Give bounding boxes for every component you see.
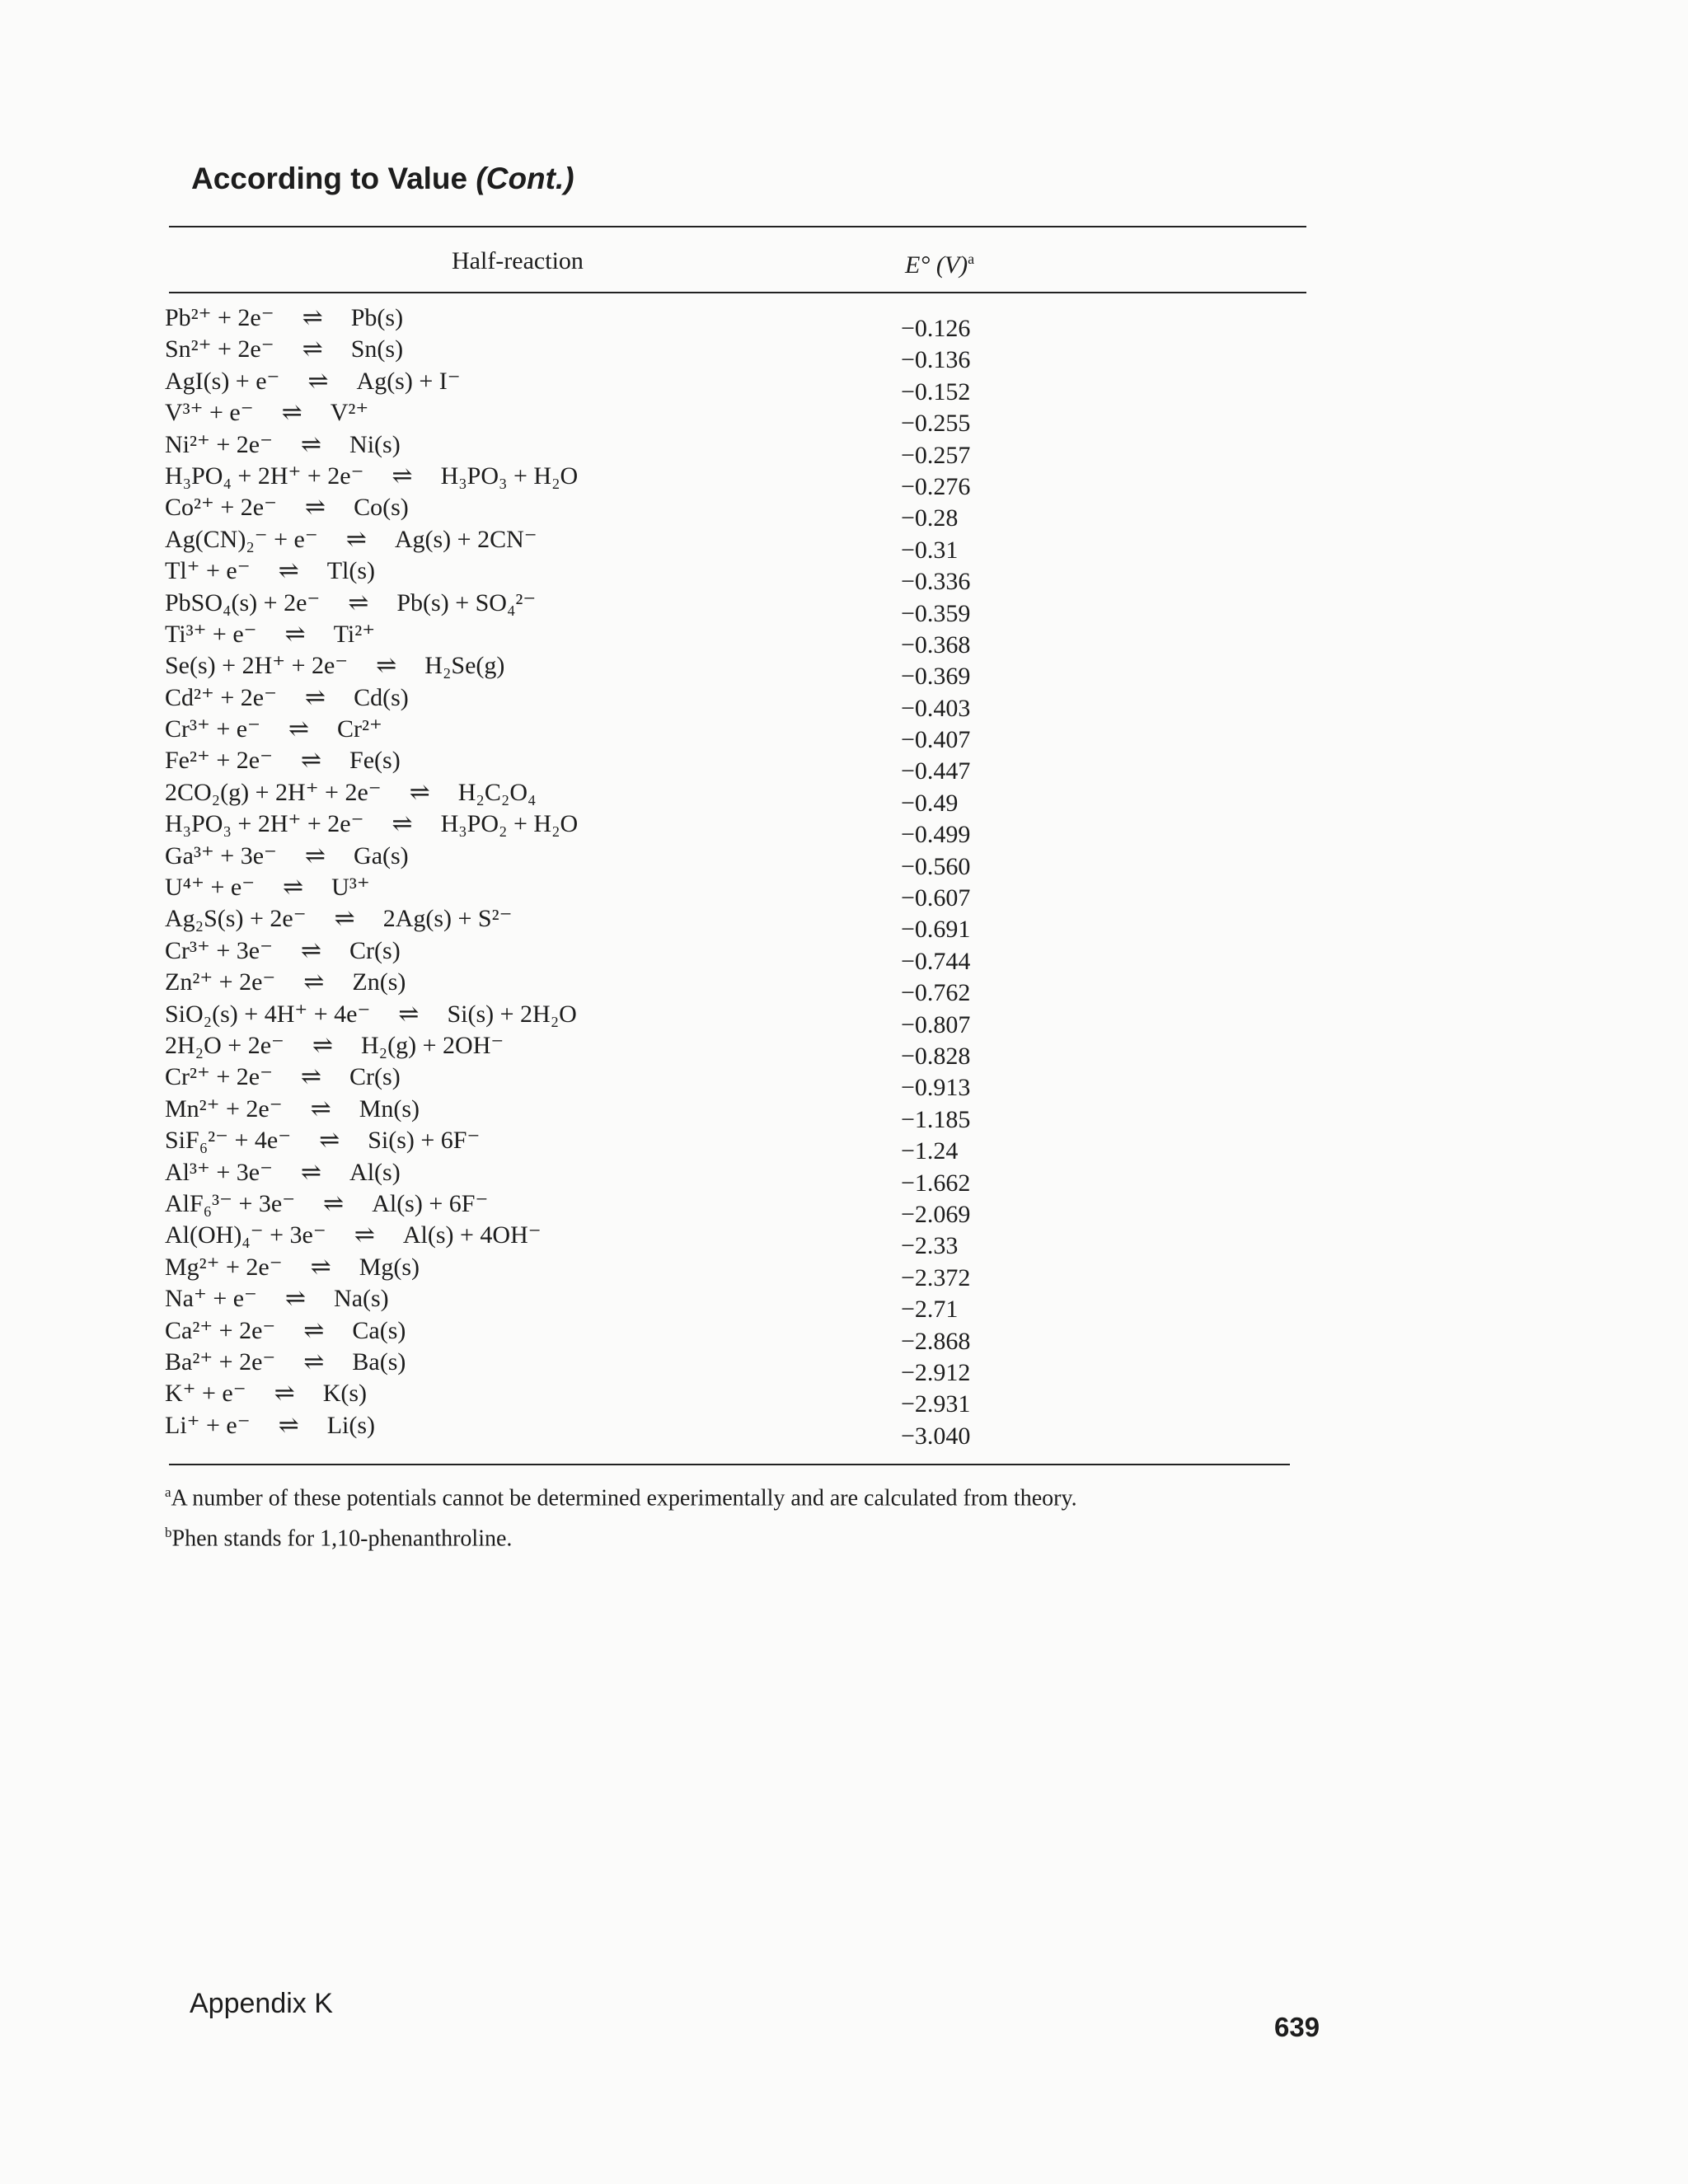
reaction-products: Ba(s)	[352, 1347, 406, 1376]
reaction-products: H₂Se(g)	[424, 652, 505, 680]
table-row	[165, 1062, 578, 1093]
potential-value: −0.560	[901, 852, 971, 880]
equilibrium-arrow-icon: ⇌	[304, 841, 326, 869]
equilibrium-arrow-icon: ⇌	[281, 399, 302, 427]
potential-value: −0.407	[901, 726, 971, 754]
potential-value: −1.185	[901, 1105, 971, 1133]
equilibrium-arrow-icon: ⇌	[354, 1221, 375, 1249]
potential-value: −0.336	[901, 568, 971, 596]
reaction-reactants: Cr³⁺ + e⁻	[165, 715, 260, 743]
potential-value: −0.136	[901, 346, 971, 374]
table-header-rule	[169, 292, 1306, 293]
table-row	[165, 1252, 578, 1283]
footnote-a-mark: a	[165, 1484, 171, 1500]
equilibrium-arrow-icon: ⇌	[304, 683, 326, 711]
table-row	[165, 1188, 578, 1220]
equilibrium-arrow-icon: ⇌	[300, 1158, 322, 1186]
reaction-reactants: Tl⁺ + e⁻	[165, 557, 251, 585]
table-row	[165, 841, 578, 872]
reaction-products: H₂(g) + 2OH⁻	[361, 1031, 504, 1059]
reaction-products: Mg(s)	[359, 1253, 420, 1281]
potential-value: −1.662	[901, 1169, 971, 1197]
table-row	[165, 650, 578, 682]
reaction-products: H₃PO₂ + H₂O	[440, 810, 579, 838]
equilibrium-arrow-icon: ⇌	[409, 778, 430, 806]
reaction-reactants: Ba²⁺ + 2e⁻	[165, 1347, 276, 1376]
table-top-rule	[169, 226, 1306, 227]
equilibrium-arrow-icon: ⇌	[300, 1063, 322, 1091]
potential-value: −0.257	[901, 441, 971, 469]
reaction-reactants: Na⁺ + e⁻	[165, 1285, 257, 1313]
equilibrium-arrow-icon: ⇌	[284, 1285, 307, 1313]
reaction-products: 2Ag(s) + S²⁻	[382, 905, 513, 933]
reaction-reactants: V³⁺ + e⁻	[165, 399, 254, 427]
reaction-products: K(s)	[322, 1380, 368, 1408]
reaction-reactants: Se(s) + 2H⁺ + 2e⁻	[165, 652, 349, 680]
reaction-reactants: Ni²⁺ + 2e⁻	[165, 430, 273, 458]
reaction-reactants: Ag₂S(s) + 2e⁻	[165, 905, 307, 933]
reaction-products: Al(s)	[349, 1158, 401, 1186]
equilibrium-arrow-icon: ⇌	[376, 652, 397, 680]
reaction-reactants: Li⁺ + e⁻	[165, 1411, 251, 1439]
reaction-reactants: AgI(s) + e⁻	[165, 367, 280, 395]
reaction-products: Ti²⁺	[333, 620, 376, 648]
reaction-reactants: Sn²⁺ + 2e⁻	[165, 335, 274, 363]
reaction-reactants: H₃PO₄ + 2H⁺ + 2e⁻	[165, 462, 364, 490]
equilibrium-arrow-icon: ⇌	[288, 715, 310, 743]
reaction-products: Sn(s)	[350, 335, 404, 363]
potential-value: −0.359	[901, 599, 971, 627]
reaction-products: Ag(s) + 2CN⁻	[394, 525, 537, 553]
reaction-reactants: 2CO₂(g) + 2H⁺ + 2e⁻	[165, 778, 382, 806]
reaction-products: V²⁺	[330, 399, 369, 427]
table-row	[165, 1220, 578, 1251]
reaction-reactants: K⁺ + e⁻	[165, 1380, 246, 1408]
table-row	[165, 682, 578, 714]
reaction-reactants: Ag(CN)₂⁻ + e⁻	[165, 525, 318, 553]
reaction-reactants: Cr³⁺ + 3e⁻	[165, 936, 273, 964]
reaction-products: Pb(s) + SO₄²⁻	[396, 588, 537, 616]
reaction-products: Ga(s)	[354, 841, 409, 869]
potential-value: −1.24	[901, 1137, 959, 1165]
table-row	[165, 524, 578, 555]
table-row	[165, 999, 578, 1030]
table-row	[165, 1157, 578, 1188]
table-row	[165, 872, 578, 903]
reaction-reactants: Pb²⁺ + 2e⁻	[165, 304, 274, 331]
equilibrium-arrow-icon: ⇌	[323, 1189, 345, 1217]
equilibrium-arrow-icon: ⇌	[303, 1316, 325, 1344]
reaction-products: Pb(s)	[350, 304, 404, 331]
potential-value: −0.762	[901, 979, 971, 1007]
potential-value: −0.403	[901, 694, 971, 722]
potential-value: −0.31	[901, 536, 959, 564]
equilibrium-arrow-icon: ⇌	[302, 335, 323, 363]
reaction-products: Mn(s)	[359, 1094, 420, 1122]
potential-value: −2.912	[901, 1358, 971, 1386]
reaction-reactants: Co²⁺ + 2e⁻	[165, 494, 277, 522]
table-row	[165, 1094, 578, 1125]
potential-column	[901, 313, 970, 1452]
reaction-reactants: SiF₆²⁻ + 4e⁻	[165, 1127, 292, 1155]
page-title-cont: (Cont.)	[476, 162, 574, 195]
reaction-reactants: AlF₆³⁻ + 3e⁻	[165, 1189, 296, 1217]
equilibrium-arrow-icon: ⇌	[278, 1411, 299, 1439]
equilibrium-arrow-icon: ⇌	[348, 588, 369, 616]
table-row	[165, 461, 578, 492]
reaction-reactants: Fe²⁺ + 2e⁻	[165, 747, 273, 775]
reaction-products: Cr²⁺	[337, 715, 382, 743]
page-title-text: According to Value	[191, 162, 476, 195]
reaction-products: Co(s)	[354, 494, 409, 522]
table-row	[165, 745, 578, 776]
table-row	[165, 1030, 578, 1062]
table-row	[165, 492, 578, 523]
column-header-half-reaction: Half-reaction	[452, 247, 584, 274]
potential-value: −0.807	[901, 1010, 971, 1038]
reaction-products: Ca(s)	[352, 1316, 406, 1344]
equilibrium-arrow-icon: ⇌	[302, 304, 323, 331]
reaction-products: H₂C₂O₄	[457, 778, 537, 806]
reaction-products: Tl(s)	[326, 557, 376, 585]
equilibrium-arrow-icon: ⇌	[284, 620, 306, 648]
table-row	[165, 1347, 578, 1378]
reaction-products: H₃PO₃ + H₂O	[440, 462, 579, 490]
reaction-products: Ag(s) + I⁻	[356, 367, 461, 395]
reaction-products: Cr(s)	[349, 1063, 401, 1091]
potential-value: −2.069	[901, 1200, 971, 1228]
equilibrium-arrow-icon: ⇌	[334, 905, 355, 933]
equilibrium-arrow-icon: ⇌	[278, 557, 299, 585]
potential-value: −2.372	[901, 1263, 971, 1291]
table-row	[165, 1315, 578, 1347]
equilibrium-arrow-icon: ⇌	[300, 430, 322, 458]
equilibrium-arrow-icon: ⇌	[303, 1347, 325, 1376]
reaction-products: Na(s)	[334, 1285, 389, 1313]
reaction-products: Zn(s)	[352, 968, 406, 996]
equilibrium-arrow-icon: ⇌	[310, 1253, 331, 1281]
equilibrium-arrow-icon: ⇌	[300, 936, 322, 964]
potential-value: −0.126	[901, 315, 971, 342]
table-row	[165, 619, 578, 650]
reaction-reactants: Cd²⁺ + 2e⁻	[165, 683, 277, 711]
table-row	[165, 714, 578, 745]
table-row	[165, 1378, 578, 1409]
potential-value: −0.691	[901, 916, 971, 944]
footnotes	[165, 1475, 1077, 1557]
table-row	[165, 967, 578, 998]
page-title	[191, 162, 574, 196]
equilibrium-arrow-icon: ⇌	[274, 1380, 295, 1408]
footnote-b-mark: b	[165, 1525, 172, 1541]
reaction-reactants: SiO₂(s) + 4H⁺ + 4e⁻	[165, 1000, 371, 1028]
potential-footnote-mark: a	[968, 251, 975, 267]
potential-value: −0.744	[901, 947, 971, 975]
reaction-products: Al(s) + 4OH⁻	[402, 1221, 542, 1249]
potential-value: −0.447	[901, 757, 971, 785]
potential-value: −0.607	[901, 884, 971, 912]
equilibrium-arrow-icon: ⇌	[319, 1127, 340, 1155]
potential-value: −0.28	[901, 504, 959, 532]
potential-value: −0.913	[901, 1074, 971, 1102]
equilibrium-arrow-icon: ⇌	[307, 367, 329, 395]
half-reaction-column	[165, 302, 578, 1441]
reaction-reactants: Ga³⁺ + 3e⁻	[165, 841, 277, 869]
reaction-reactants: Mn²⁺ + 2e⁻	[165, 1094, 283, 1122]
reaction-reactants: Zn²⁺ + 2e⁻	[165, 968, 276, 996]
reaction-products: Si(s) + 2H₂O	[447, 1000, 577, 1028]
potential-value: −2.33	[901, 1232, 959, 1260]
potential-value: −2.931	[901, 1390, 971, 1418]
reaction-reactants: Al³⁺ + 3e⁻	[165, 1158, 273, 1186]
potential-value: −3.040	[901, 1422, 971, 1450]
equilibrium-arrow-icon: ⇌	[398, 1000, 420, 1028]
equilibrium-arrow-icon: ⇌	[304, 494, 326, 522]
table-bottom-rule	[169, 1464, 1290, 1465]
reaction-reactants: H₃PO₃ + 2H⁺ + 2e⁻	[165, 810, 364, 838]
reaction-products: Li(s)	[326, 1411, 376, 1439]
reaction-reactants: PbSO₄(s) + 2e⁻	[165, 588, 321, 616]
potential-value: −0.499	[901, 821, 971, 849]
reaction-reactants: Ca²⁺ + 2e⁻	[165, 1316, 276, 1344]
reaction-reactants: 2H₂O + 2e⁻	[165, 1031, 284, 1059]
reaction-products: Fe(s)	[349, 747, 401, 775]
reaction-reactants: U⁴⁺ + e⁻	[165, 874, 256, 902]
reaction-products: U³⁺	[331, 874, 370, 902]
table-row	[165, 1410, 578, 1441]
reaction-products: Cd(s)	[354, 683, 409, 711]
reaction-reactants: Mg²⁺ + 2e⁻	[165, 1253, 283, 1281]
potential-value: −0.368	[901, 630, 971, 658]
table-row	[165, 397, 578, 429]
table-row	[165, 935, 578, 967]
potential-value: −0.255	[901, 410, 971, 438]
table-row	[165, 777, 578, 808]
table-row	[165, 1283, 578, 1315]
table-row	[165, 1125, 578, 1156]
table-row	[165, 366, 578, 397]
table-row	[165, 429, 578, 461]
table-row	[165, 334, 578, 365]
table-row	[165, 808, 578, 840]
potential-value: −0.276	[901, 472, 971, 500]
table-row	[165, 903, 578, 935]
reaction-products: Cr(s)	[349, 936, 401, 964]
footnote-a	[165, 1475, 1077, 1516]
potential-value: −0.828	[901, 1042, 971, 1070]
appendix-label: Appendix K	[190, 1988, 333, 2019]
table-row	[165, 588, 578, 619]
footnote-b	[165, 1516, 1077, 1556]
equilibrium-arrow-icon: ⇌	[392, 810, 413, 838]
reaction-reactants: Al(OH)₄⁻ + 3e⁻	[165, 1221, 326, 1249]
potential-value: −0.152	[901, 377, 971, 405]
table-row	[165, 302, 578, 334]
page-number: 639	[1274, 2012, 1320, 2042]
potential-value: −2.71	[901, 1296, 959, 1324]
equilibrium-arrow-icon: ⇌	[310, 1094, 331, 1122]
reaction-products: Si(s) + 6F⁻	[368, 1127, 481, 1155]
potential-value: −0.369	[901, 663, 971, 691]
footnote-b-text: Phen stands for 1,10-phenanthroline.	[171, 1526, 513, 1552]
equilibrium-arrow-icon: ⇌	[312, 1031, 333, 1059]
reaction-reactants: Ti³⁺ + e⁻	[165, 620, 257, 648]
reaction-products: Al(s) + 6F⁻	[372, 1189, 489, 1217]
potential-value: −0.49	[901, 789, 959, 817]
potential-value: −2.868	[901, 1327, 971, 1355]
equilibrium-arrow-icon: ⇌	[283, 874, 304, 902]
table-row	[165, 555, 578, 587]
reaction-reactants: Cr²⁺ + 2e⁻	[165, 1063, 273, 1091]
equilibrium-arrow-icon: ⇌	[300, 747, 322, 775]
footnote-a-text: A number of these potentials cannot be determined experimentally and are calculated from theory.	[171, 1485, 1077, 1511]
column-header-potential	[905, 251, 974, 279]
equilibrium-arrow-icon: ⇌	[345, 525, 367, 553]
potential-header-text: E° (V)	[905, 251, 968, 279]
equilibrium-arrow-icon: ⇌	[392, 462, 413, 490]
equilibrium-arrow-icon: ⇌	[303, 968, 325, 996]
reaction-products: Ni(s)	[349, 430, 401, 458]
